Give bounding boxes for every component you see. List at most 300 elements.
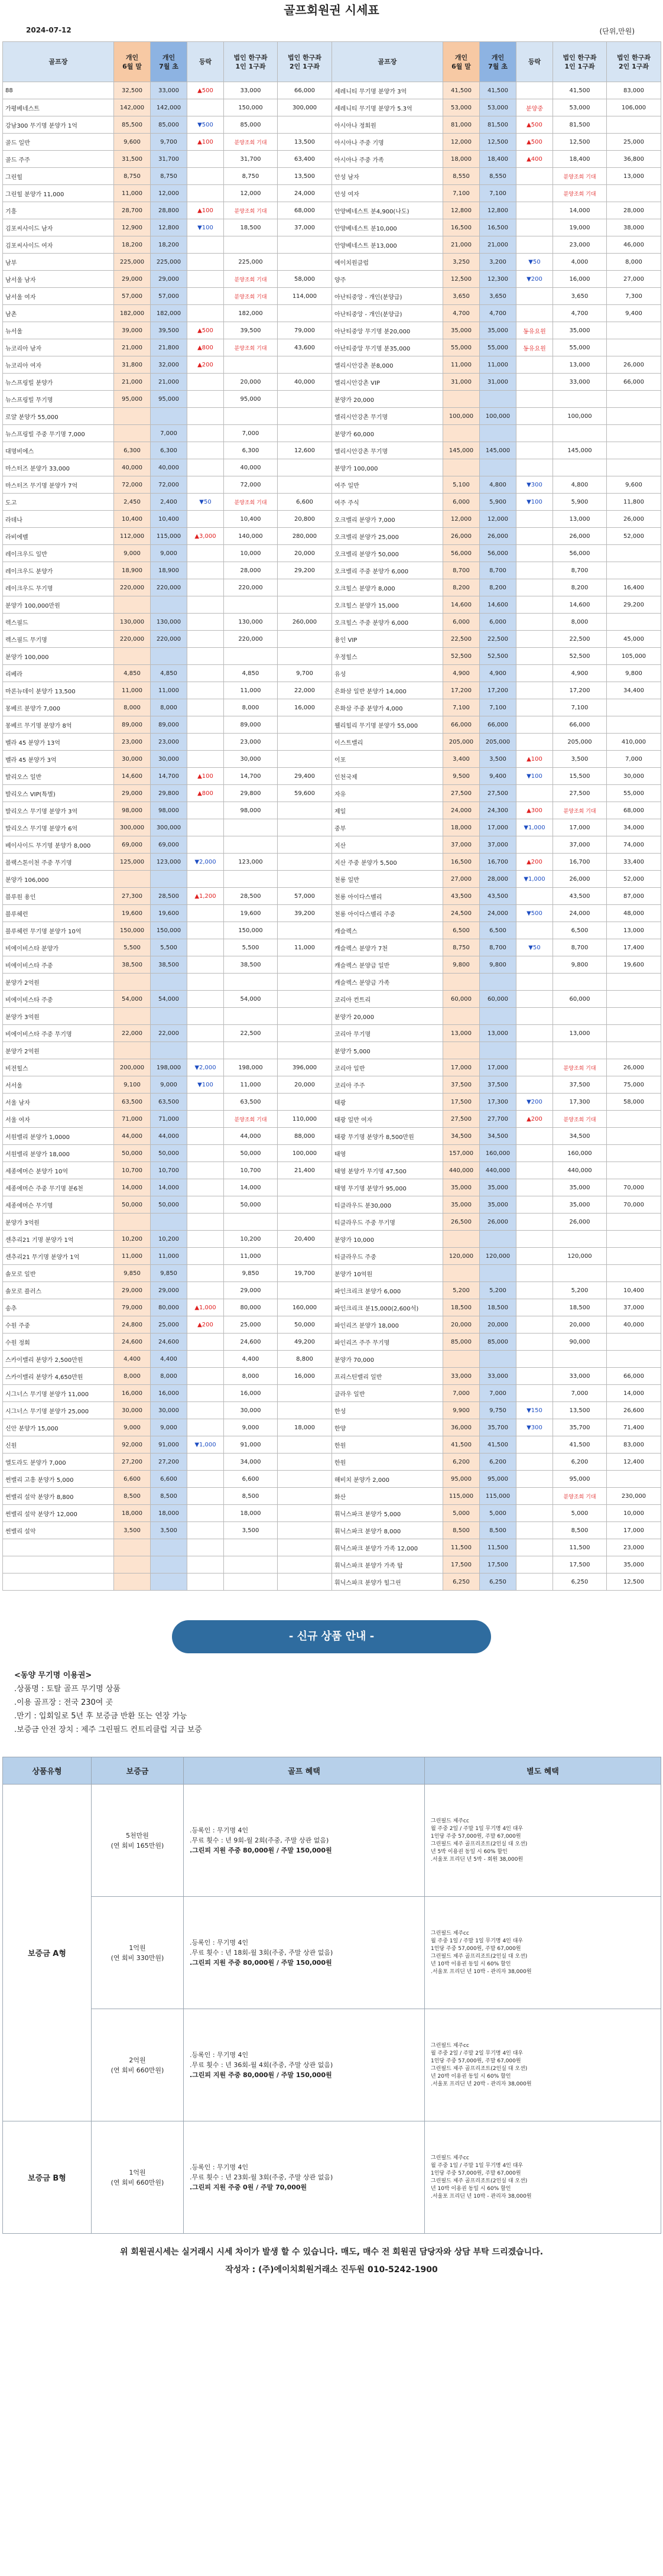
right-price-july: 4,800 [480,476,516,494]
left-price-june: 11,000 [114,682,151,699]
left-corp-2: 24,000 [278,185,332,202]
right-corp-1: 7,000 [553,1385,607,1402]
left-price-june: 92,000 [114,1436,151,1454]
header-corp-1: 법인 한구좌 1인 1구좌 [553,42,607,82]
deposit-line: 2억원 [129,2056,146,2064]
product-extra-benefit [425,1785,661,1897]
left-corp-2 [278,1179,332,1196]
price-row [3,974,661,991]
left-price-july: 9,000 [151,1076,187,1094]
right-change: ▲100 [516,751,553,768]
deposit-line: 5천만원 [126,1831,149,1839]
right-price-july: 16,500 [480,219,516,236]
right-price-june: 8,500 [443,1522,480,1539]
right-change [516,682,553,699]
left-corp-1: 80,000 [224,1299,278,1316]
product-golf-benefit [184,2009,425,2121]
footer-author: 작성자 : (주)에이치회원거래소 진두원 010-5242-1900 [225,2265,438,2275]
right-change [516,1299,553,1316]
left-course-name: 몽베르 무기명 분양가 8억 [3,716,114,734]
left-course-name: 서원밸리 분양가 18,000 [3,1145,114,1162]
right-course-name: 아시아나 주중 가족 [332,151,443,168]
benefit-amount: .그린피 지원 주중 0원 / 주말 70,000원 [190,2184,307,2191]
right-price-june: 115,000 [443,1488,480,1505]
right-corp-2: 75,000 [607,1076,661,1094]
right-price-june: 12,800 [443,202,480,219]
right-corp-2: 28,000 [607,202,661,219]
extra-line: 년 10박 이용권 동일 시 60% 할인 [431,1961,511,1967]
right-corp-1: 3,650 [553,288,607,305]
product-golf-benefit [184,1897,425,2009]
right-corp-2: 26,600 [607,1402,661,1419]
left-corp-1: 91,000 [224,1436,278,1454]
left-change [187,1248,224,1265]
left-change [187,1368,224,1385]
deposit-line: (연 회비 660만원) [110,2066,164,2074]
right-course-name: 프리스틴밸리 일반 [332,1368,443,1385]
right-price-june [443,974,480,991]
right-price-june: 7,000 [443,1385,480,1402]
right-corp-2: 12,500 [607,1573,661,1591]
right-price-july: 27,500 [480,785,516,802]
right-corp-2 [607,1111,661,1128]
right-corp-1: 5,000 [553,1505,607,1522]
right-corp-2 [607,1128,661,1145]
right-price-june [443,1042,480,1059]
right-corp-2: 35,000 [607,1556,661,1573]
price-row [3,1214,661,1231]
footer-disclaimer: 위 회원권시세는 실거래시 시세 차이가 발생 할 수 있습니다. 매도, 매수 전 회원권 담당자와 상담 부탁 드리겠습니다. [119,2247,544,2257]
left-price-july: 4,400 [151,1351,187,1368]
price-row [3,288,661,305]
right-corp-1: 18,500 [553,1299,607,1316]
right-course-name: 한원 [332,1454,443,1471]
left-course-name: 비에이비스타 주중 [3,956,114,974]
left-corp-1: 38,500 [224,956,278,974]
right-corp-1: 37,500 [553,1076,607,1094]
left-corp-1: 50,000 [224,1145,278,1162]
right-corp-1: 분양조회 기대 [553,1059,607,1076]
left-price-july: 8,000 [151,1368,187,1385]
price-row [3,665,661,682]
left-price-june: 21,000 [114,339,151,356]
price-row [3,99,661,116]
right-corp-2 [607,1162,661,1179]
right-course-name: 코리아 주주 [332,1076,443,1094]
right-price-june: 6,200 [443,1454,480,1471]
right-price-june: 8,550 [443,168,480,185]
right-price-july: 26,000 [480,528,516,545]
right-corp-2: 9,800 [607,665,661,682]
left-change: ▲100 [187,768,224,785]
right-course-name: 양주 [332,271,443,288]
extra-line: 1인당 주중 57,000원, 주말 67,000원 [431,2170,521,2176]
unit-label: (단위,만원) [599,27,635,35]
left-price-june: 16,000 [114,1385,151,1402]
left-price-june: 63,500 [114,1094,151,1111]
deposit-line: 1억원 [129,2168,146,2176]
right-price-july: 5,200 [480,1282,516,1299]
left-price-july: 18,900 [151,562,187,579]
left-corp-2 [278,1094,332,1111]
left-price-june: 6,300 [114,442,151,459]
right-corp-1 [553,391,607,408]
left-corp-2: 160,000 [278,1299,332,1316]
right-price-july: 4,700 [480,305,516,322]
left-price-june [114,871,151,888]
right-corp-2 [607,1265,661,1282]
left-course-name: 뉴코리아 남자 [3,339,114,356]
left-course-name: 솔모로 플러스 [3,1282,114,1299]
header-corp-2: 법인 한구좌 2인 1구좌 [278,42,332,82]
right-price-june: 95,000 [443,1471,480,1488]
left-price-june: 14,600 [114,768,151,785]
right-price-july: 20,000 [480,1316,516,1334]
right-corp-1: 41,500 [553,82,607,99]
product-type: 보증금 B형 [3,2121,92,2234]
left-price-june: 31,800 [114,356,151,374]
left-change [187,665,224,682]
left-price-july: 9,000 [151,1419,187,1436]
right-change [516,888,553,905]
right-price-june: 5,200 [443,1282,480,1299]
right-change [516,614,553,631]
left-course-name: 남촌 [3,305,114,322]
right-corp-1: 35,000 [553,322,607,339]
left-price-june: 79,000 [114,1299,151,1316]
right-price-june: 85,000 [443,1334,480,1351]
right-price-july: 14,600 [480,596,516,614]
left-course-name: 서서울 [3,1076,114,1094]
left-corp-2: 260,000 [278,614,332,631]
right-course-name: 우정힐스 [332,648,443,665]
left-corp-2 [278,802,332,819]
left-corp-2 [278,854,332,871]
right-price-july: 17,500 [480,1556,516,1573]
right-corp-2: 8,000 [607,254,661,271]
product-deposit [92,1785,184,1897]
left-corp-1: 150,000 [224,99,278,116]
right-corp-2: 230,000 [607,1488,661,1505]
right-price-june: 33,000 [443,1368,480,1385]
price-row [3,528,661,545]
right-price-june: 17,000 [443,1059,480,1076]
right-course-name: 오크힐스 분양가 8,000 [332,579,443,596]
right-price-june: 52,500 [443,648,480,665]
left-corp-2: 396,000 [278,1059,332,1076]
right-price-june: 35,000 [443,1179,480,1196]
right-corp-2: 83,000 [607,82,661,99]
price-row [3,1076,661,1094]
price-row [3,631,661,648]
left-price-june [114,1214,151,1231]
left-course-name: 가평베네스트 [3,99,114,116]
page-title: 골프회원권 시세표 [284,3,379,17]
product-deposit [92,1897,184,2009]
left-corp-1: 8,750 [224,168,278,185]
right-price-july: 18,400 [480,151,516,168]
left-price-june: 98,000 [114,802,151,819]
right-course-name: 분양가 10,000 [332,1231,443,1248]
product-extra-benefit [425,2009,661,2121]
left-course-name: 시그너스 무기명 분양가 25,000 [3,1402,114,1419]
product-table-body [3,1785,661,2234]
left-corp-2: 57,000 [278,888,332,905]
left-corp-1: 130,000 [224,614,278,631]
right-change [516,1316,553,1334]
right-price-june: 16,500 [443,219,480,236]
right-price-june: 35,000 [443,1196,480,1214]
left-course-name: 센추리21 무기명 분양가 1억 [3,1248,114,1265]
left-corp-1: 6,300 [224,442,278,459]
left-corp-2: 21,400 [278,1162,332,1179]
left-price-june: 8,000 [114,1368,151,1385]
left-corp-1: 28,000 [224,562,278,579]
price-row [3,1488,661,1505]
price-row [3,871,661,888]
left-price-june: 95,000 [114,391,151,408]
left-course-name [3,1556,114,1573]
left-price-june: 9,850 [114,1265,151,1282]
left-corp-1: 220,000 [224,631,278,648]
right-course-name: 여주 일반 [332,476,443,494]
price-row [3,374,661,391]
price-row [3,1368,661,1385]
right-corp-1: 5,900 [553,494,607,511]
left-change: ▲1,000 [187,1299,224,1316]
right-price-july: 8,700 [480,939,516,956]
left-price-june: 130,000 [114,614,151,631]
left-corp-2: 58,000 [278,271,332,288]
left-corp-2: 18,000 [278,1419,332,1436]
left-course-name: 분양가 3억원 [3,1008,114,1025]
price-row [3,1299,661,1316]
left-price-july: 32,000 [151,356,187,374]
left-change [187,871,224,888]
left-price-june: 300,000 [114,819,151,836]
right-corp-2 [607,1334,661,1351]
left-change [187,185,224,202]
right-price-june: 6,000 [443,494,480,511]
left-price-june: 5,500 [114,939,151,956]
left-course-name: 발리오스 일반 [3,768,114,785]
notice-line: .상품명 : 토탈 골프 무기명 상품 [14,1685,121,1693]
right-price-july: 8,700 [480,562,516,579]
left-corp-1: 14,000 [224,1179,278,1196]
left-change [187,288,224,305]
right-corp-1 [553,1042,607,1059]
left-corp-2 [278,459,332,476]
right-change [516,648,553,665]
left-price-july: 38,500 [151,956,187,974]
left-course-name: 발리오스 무기명 분양가 6억 [3,819,114,836]
extra-line: 그린필드 제주cc [431,2155,469,2161]
left-price-june: 18,900 [114,562,151,579]
right-corp-1: 18,400 [553,151,607,168]
right-course-name: 파인크리크 분15,000(2,600석) [332,1299,443,1316]
left-corp-2: 49,200 [278,1334,332,1351]
right-change [516,1196,553,1214]
right-change [516,1231,553,1248]
right-price-june: 43,500 [443,888,480,905]
right-corp-1: 35,700 [553,1419,607,1436]
left-course-name: 엘도라도 분양가 7,000 [3,1454,114,1471]
left-course-name: 분양가 106,000 [3,871,114,888]
left-price-june: 28,700 [114,202,151,219]
left-change: ▲800 [187,339,224,356]
left-price-june: 225,000 [114,254,151,271]
right-course-name: 엘리시안강촌 VIP [332,374,443,391]
right-course-name: 용인 VIP [332,631,443,648]
right-corp-1: 43,500 [553,888,607,905]
right-corp-2: 11,800 [607,494,661,511]
right-corp-1: 53,000 [553,99,607,116]
left-change: ▲500 [187,322,224,339]
price-row [3,185,661,202]
left-change [187,271,224,288]
price-row [3,785,661,802]
right-course-name: 유성 [332,665,443,682]
left-change [187,425,224,442]
price-row [3,1025,661,1042]
left-course-name: 남부 [3,254,114,271]
left-price-july: 10,200 [151,1231,187,1248]
price-row [3,545,661,562]
left-corp-2: 22,000 [278,682,332,699]
right-course-name: 이스트밸리 [332,734,443,751]
product-row [3,1785,661,1897]
right-course-name: 태영 무기명 분양가 95,000 [332,1179,443,1196]
right-price-june: 81,000 [443,116,480,134]
left-change [187,836,224,854]
right-change [516,1539,553,1556]
extra-line: 년 20박 이용권 동일 시 60% 할인 [431,2073,511,2079]
right-corp-1: 3,500 [553,751,607,768]
right-course-name: 파인리즈 주주 무기명 [332,1334,443,1351]
left-course-name [3,1573,114,1591]
left-corp-1: 20,000 [224,374,278,391]
price-row [3,1351,661,1368]
right-price-july: 5,900 [480,494,516,511]
left-change [187,511,224,528]
left-corp-1: 98,000 [224,802,278,819]
right-corp-1: 4,000 [553,254,607,271]
left-price-july: 5,500 [151,939,187,956]
left-corp-2 [278,991,332,1008]
right-price-june: 4,700 [443,305,480,322]
left-price-july: 50,000 [151,1145,187,1162]
right-corp-1: 13,000 [553,1025,607,1042]
left-corp-1 [224,1573,278,1591]
left-price-july: 54,000 [151,991,187,1008]
right-corp-2: 66,000 [607,1368,661,1385]
right-corp-2: 70,000 [607,1196,661,1214]
left-change [187,1231,224,1248]
right-change [516,1573,553,1591]
right-corp-1: 56,000 [553,545,607,562]
right-course-name: 제일 [332,802,443,819]
right-change [516,734,553,751]
extra-line: 1인당 주중 57,000원, 주말 67,000원 [431,2058,521,2064]
right-corp-2: 55,000 [607,785,661,802]
left-corp-1: 10,700 [224,1162,278,1179]
left-change [187,459,224,476]
left-price-july: 27,200 [151,1454,187,1471]
left-price-june: 9,600 [114,134,151,151]
right-course-name: 엘리시안강촌 무기명 [332,408,443,425]
right-corp-1: 분양조회 기대 [553,802,607,819]
left-corp-2: 8,800 [278,1351,332,1368]
left-price-june: 125,000 [114,854,151,871]
left-price-july: 225,000 [151,254,187,271]
right-corp-1: 8,700 [553,939,607,956]
right-price-june: 13,000 [443,1025,480,1042]
right-course-name: 한양 [332,1419,443,1436]
left-corp-2 [278,408,332,425]
right-corp-1: 26,000 [553,871,607,888]
right-price-june: 26,000 [443,528,480,545]
right-change [516,1076,553,1094]
right-change [516,528,553,545]
right-corp-2 [607,425,661,442]
right-change: 동유요원 [516,322,553,339]
right-change [516,716,553,734]
right-price-july [480,974,516,991]
left-price-july: 24,600 [151,1334,187,1351]
left-change: ▼1,000 [187,1436,224,1454]
right-price-july: 35,000 [480,1179,516,1196]
left-corp-2 [278,254,332,271]
left-price-july: 220,000 [151,579,187,596]
right-corp-1: 120,000 [553,1248,607,1265]
right-corp-1: 8,500 [553,1522,607,1539]
left-corp-1: 11,000 [224,1076,278,1094]
right-change [516,956,553,974]
price-row [3,1111,661,1128]
right-price-july: 24,300 [480,802,516,819]
right-price-july: 115,000 [480,1488,516,1505]
right-course-name: 아난티중앙 - 개인(분양급) [332,305,443,322]
left-price-june: 8,500 [114,1488,151,1505]
left-course-name: 베이사이드 무기명 분양가 8,000 [3,836,114,854]
right-corp-2: 10,400 [607,1282,661,1299]
right-price-july: 120,000 [480,1248,516,1265]
left-change [187,1488,224,1505]
right-corp-2 [607,116,661,134]
product-header-deposit: 보증금 [92,1757,184,1785]
left-corp-2 [278,631,332,648]
right-course-name: 태광 일반 여자 [332,1111,443,1128]
left-change [187,1539,224,1556]
right-course-name: 여주 주식 [332,494,443,511]
right-course-name: 안양베네스트 분10,000 [332,219,443,236]
left-price-june: 12,900 [114,219,151,236]
left-course-name: 신안 분양가 15,000 [3,1419,114,1436]
left-price-july: 9,850 [151,1265,187,1282]
left-change [187,1471,224,1488]
left-corp-2 [278,1025,332,1042]
left-course-name: 분양가 100,000 [3,648,114,665]
right-course-name: 티클라우드 주중 무기명 [332,1214,443,1231]
right-course-name: 이포 [332,751,443,768]
right-course-name: 웰리힐리 무기명 분양가 55,000 [332,716,443,734]
left-price-july: 7,000 [151,425,187,442]
left-course-name: 레이크우드 일반 [3,545,114,562]
left-corp-2 [278,716,332,734]
right-course-name: 아시아나 주중 기명 [332,134,443,151]
price-row [3,905,661,922]
right-price-june: 11,500 [443,1539,480,1556]
